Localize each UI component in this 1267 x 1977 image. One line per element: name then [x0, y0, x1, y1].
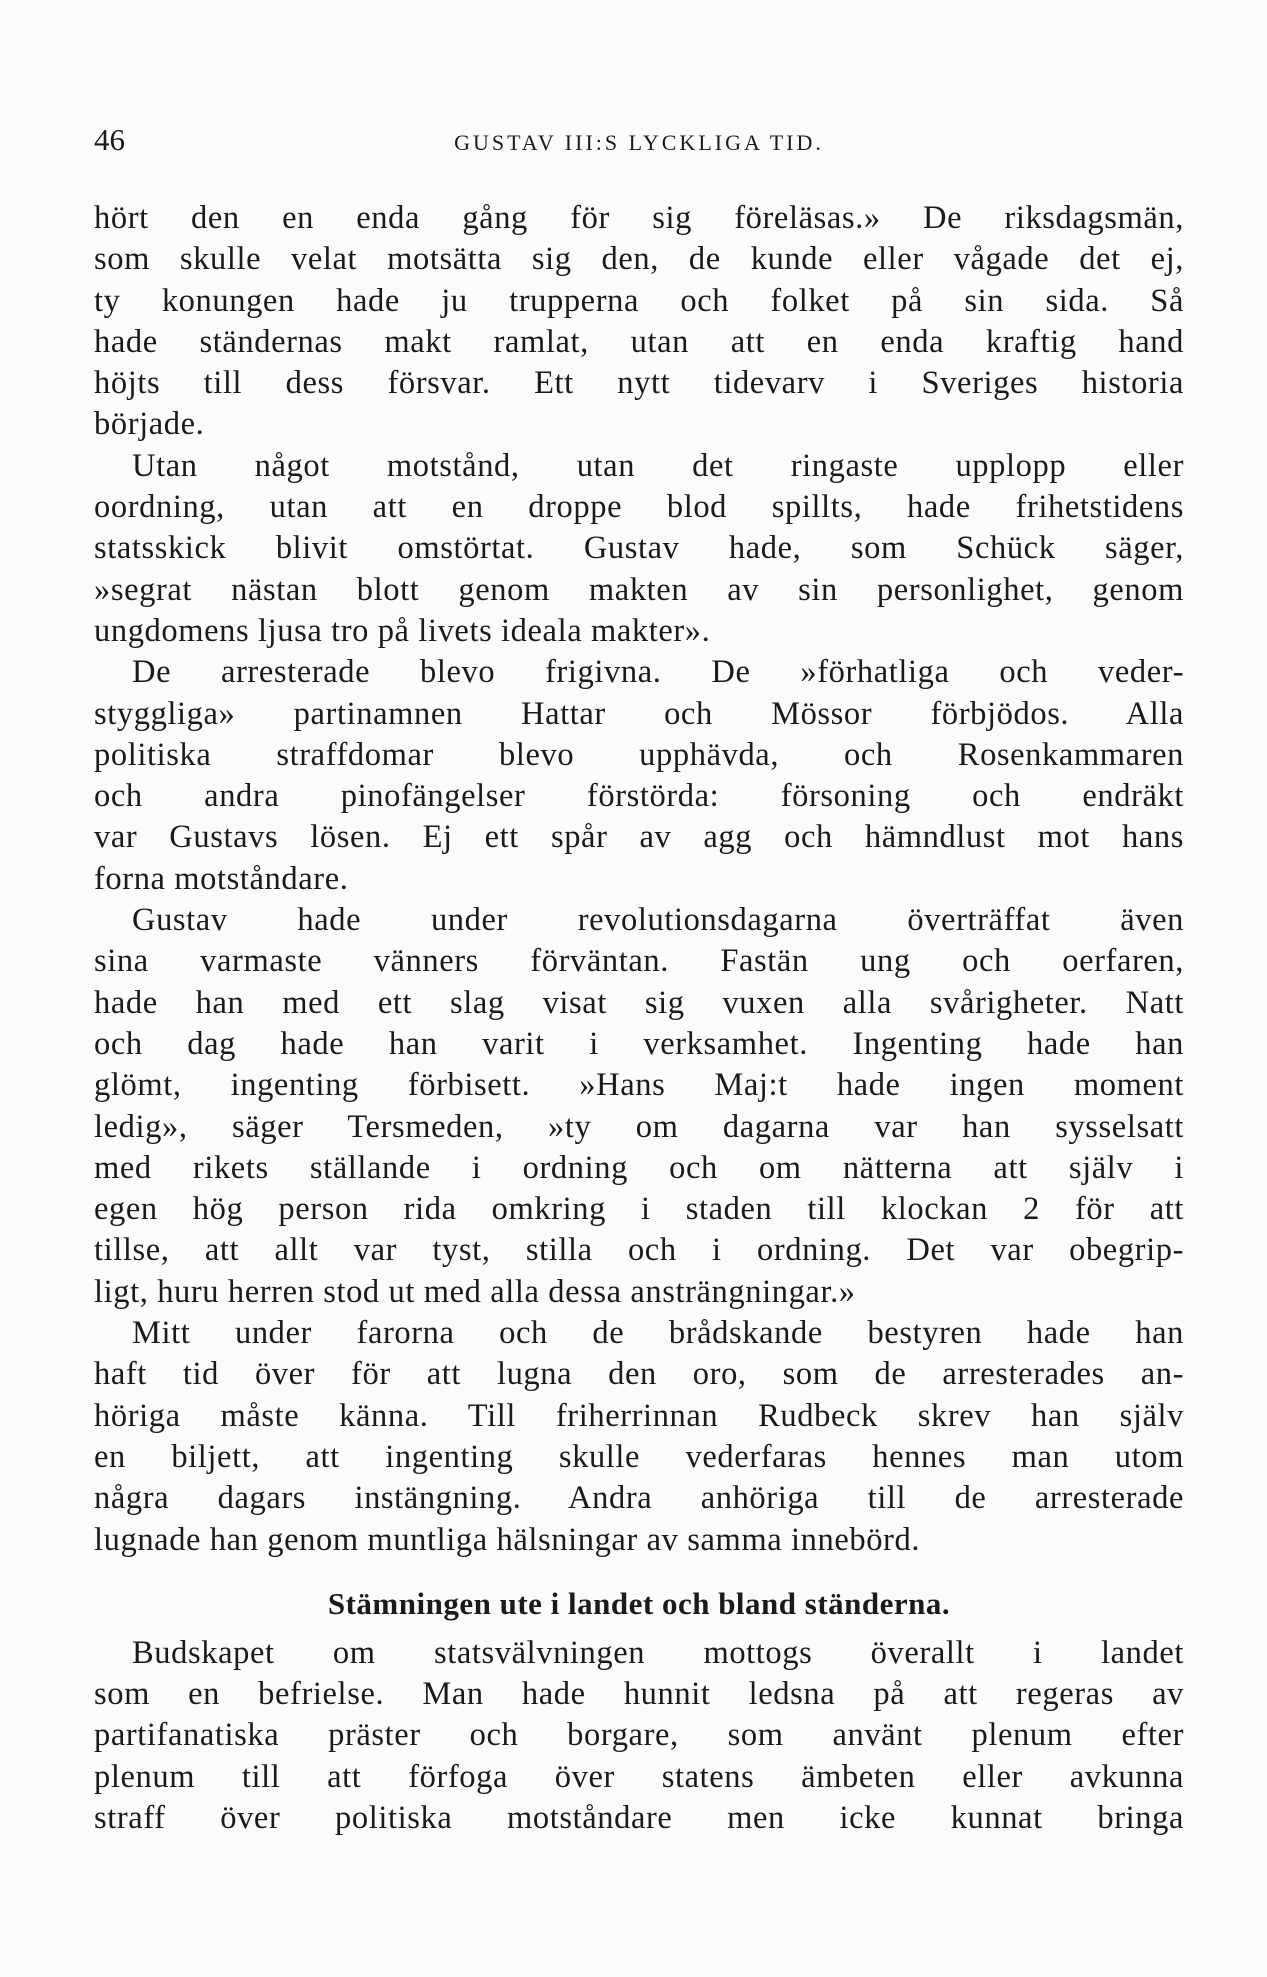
text-line: straff över politiska motståndare men icke kunnat bringa: [94, 1799, 1184, 1836]
page-header: [94, 122, 1184, 162]
text-line: några dagars instängning. Andra anhöriga till de arresterade: [94, 1480, 1184, 1517]
text-line: forna motståndare.: [94, 860, 349, 897]
text-line: partifanatiska präster och borgare, som använt plenum efter: [94, 1717, 1184, 1754]
text-line: tillse, att allt var tyst, stilla och i ordning. Det var obegrip-: [94, 1232, 1184, 1269]
body-text: [94, 198, 1184, 1839]
text-line: höriga måste känna. Till friherrinnan Rudbeck skrev han själv: [94, 1397, 1184, 1434]
text-line: egen hög person rida omkring i staden till klockan 2 för att: [94, 1191, 1184, 1228]
paragraph-start-line: Budskapet om statsvälvningen mottogs överallt i landet: [132, 1634, 1184, 1671]
text-line: ty konungen hade ju trupperna och folket på sin sida. Så: [94, 282, 1184, 319]
text-line: glömt, ingenting förbisett. »Hans Maj:t hade ingen moment: [94, 1067, 1184, 1104]
text-line: och dag hade han varit i verksamhet. Ingenting hade han: [94, 1025, 1184, 1062]
section-heading: Stämningen ute i landet och bland ständerna.: [327, 1585, 951, 1621]
paragraph-start-line: Gustav hade under revolutionsdagarna överträffat även: [132, 902, 1184, 939]
text-line: var Gustavs lösen. Ej ett spår av agg och hämndlust mot hans: [94, 819, 1184, 856]
text-line: haft tid över för att lugna den oro, som de arresterades an-: [94, 1356, 1184, 1393]
page-number: 46: [94, 122, 125, 157]
text-line: som en befrielse. Man hade hunnit ledsna på att regeras av: [94, 1676, 1184, 1713]
text-line: ledig», säger Tersmeden, »ty om dagarna var han sysselsatt: [94, 1108, 1184, 1145]
text-line: lugnade han genom muntliga hälsningar av samma innebörd.: [94, 1521, 921, 1558]
running-title: GUSTAV III:S LYCKLIGA TID.: [454, 130, 824, 155]
text-line: med rikets ställande i ordning och om nätterna att själv i: [94, 1149, 1184, 1186]
text-line: ungdomens ljusa tro på livets ideala makter».: [94, 612, 711, 649]
text-line: politiska straffdomar blevo upphävda, och Rosenkammaren: [94, 736, 1184, 773]
text-line: plenum till att förfoga över statens ämbeten eller avkunna: [94, 1758, 1184, 1795]
text-line: ligt, huru herren stod ut med alla dessa ansträngningar.»: [94, 1273, 856, 1310]
text-line: hört den en enda gång för sig föreläsas.» De riksdagsmän,: [94, 200, 1184, 236]
text-line: höjts till dess försvar. Ett nytt tidevarv i Sveriges historia: [94, 365, 1184, 402]
text-line: statsskick blivit omstörtat. Gustav hade, som Schück säger,: [94, 530, 1184, 567]
paragraph-start-line: Utan något motstånd, utan det ringaste upplopp eller: [132, 447, 1184, 484]
text-line: sina varmaste vänners förväntan. Fastän ung och oerfaren,: [94, 943, 1184, 980]
paragraph-start-line: Mitt under farorna och de brådskande bestyren hade han: [132, 1315, 1184, 1352]
text-line: som skulle velat motsätta sig den, de kunde eller vågade det ej,: [94, 241, 1184, 278]
text-line: oordning, utan att en droppe blod spillts, hade frihetstidens: [94, 489, 1184, 526]
text-line: och andra pinofängelser förstörda: försoning och endräkt: [94, 778, 1184, 815]
text-line: hade han med ett slag visat sig vuxen alla svårigheter. Natt: [94, 984, 1184, 1021]
text-line: »segrat nästan blott genom makten av sin personlighet, genom: [94, 571, 1184, 608]
text-line: började.: [94, 406, 205, 443]
text-line: styggliga» partinamnen Hattar och Mössor förbjödos. Alla: [94, 695, 1184, 732]
text-line: hade ständernas makt ramlat, utan att en enda kraftig hand: [94, 323, 1184, 360]
paragraph-start-line: De arresterade blevo frigivna. De »förhatliga och veder-: [132, 654, 1184, 691]
text-line: en biljett, att ingenting skulle vederfaras hennes man utom: [94, 1438, 1184, 1475]
